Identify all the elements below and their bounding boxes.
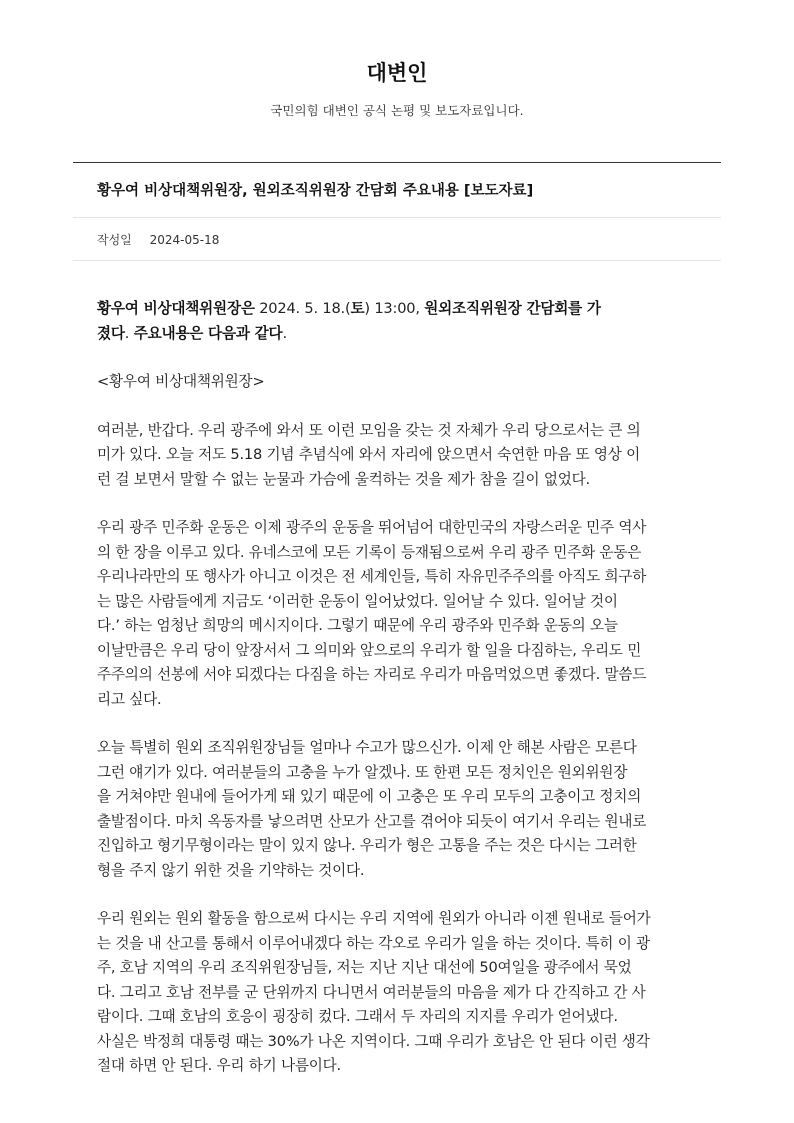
intro-line — [97, 322, 697, 347]
intro-line — [97, 297, 697, 322]
article-title: 황우여 비상대책위원장, 원외조직위원장 간담회 주요내용 [보도자료] — [73, 163, 721, 218]
intro-bold-day: 토 — [350, 300, 365, 317]
article-meta — [73, 218, 721, 261]
paragraph-line: 는 것을 내 산고를 통해서 이루어내겠다 하는 각오로 우리가 일을 하는 것이다. 특히 이 광 — [97, 934, 651, 952]
paragraph-line: 절대 하면 안 된다. 우리 하기 나름이다. — [97, 1057, 341, 1074]
paragraph-line: 진입하고 형기무형이라는 말이 있지 않나. 우리가 형은 고통을 주는 것은 다시는 그러한 — [97, 837, 637, 854]
speech-paragraph — [97, 736, 697, 883]
intro-bold-speaker: 황우여 비상대책위원장은 — [97, 300, 255, 317]
paragraph-line: 는 많은 사람들에게 지금도 ‘이러한 운동이 일어났었다. 일어날 수 있다. 일어날 것이 — [97, 592, 618, 610]
site-header — [0, 0, 794, 120]
article — [73, 162, 721, 1079]
paragraph-line: 우리 광주 민주화 운동은 이제 광주의 운동을 뛰어넘어 대한민국의 자랑스러운 민주 역사 — [97, 519, 647, 536]
article-date: 2024-05-18 — [149, 233, 220, 247]
speech-paragraphs — [97, 419, 697, 1079]
paragraph-line: 우리 원외는 원외 활동을 함으로써 다시는 우리 지역에 원외가 아니라 이젠 원내로 들어가 — [97, 910, 651, 927]
speech-paragraph — [97, 516, 697, 712]
article-header — [73, 162, 721, 261]
date-label: 작성일 — [97, 233, 132, 247]
paragraph-line: 출발점이다. 마치 옥동자를 낳으려면 산모가 산고를 겪어야 되듯이 여기서 우리는 원내로 — [97, 812, 647, 830]
paragraph-line: 이날만큼은 우리 당이 앞장서서 그 의미와 앞으로의 우리가 할 일을 다짐하는, 우리도 민 — [97, 641, 642, 659]
paragraph-line: 우리나라만의 또 행사가 아니고 이것은 전 세계인들, 특히 자유민주주의를 아직도 희구하 — [97, 568, 647, 585]
paragraph-line: 그런 얘기가 있다. 여러분들의 고충을 누가 알겠나. 또 한편 모든 정치인은 원외위원장 — [97, 763, 628, 781]
site-tagline: 국민의힘 대변인 공식 논평 및 보도자료입니다. — [270, 103, 524, 118]
intro-text-time: ) 13:00, — [364, 300, 425, 317]
paragraph-line: 미가 있다. 오늘 저도 5.18 기념 추념식에 와서 자리에 앉으면서 숙연한 마음 또 영상 이 — [97, 446, 641, 463]
paragraph-line: 다. 그리고 호남 전부를 군 단위까지 다니면서 여러분들의 마음을 제가 다 간직하고 간 사 — [97, 983, 646, 1001]
speaker-heading: <황우여 비상대책위원장> — [97, 373, 265, 390]
intro-paragraph — [97, 297, 697, 346]
paragraph-line: 사실은 박정희 대통령 때는 30%가 나온 지역이다. 그때 우리가 호남은 안 된다 이런 생각 — [97, 1032, 650, 1050]
paragraph-line: 다.’ 하는 엄청난 희망의 메시지이다. 그렇기 때문에 우리 광주와 민주화 운동의 오늘 — [97, 617, 618, 634]
paragraph-line: 을 거쳐야만 원내에 들어가게 돼 있기 때문에 이 고충은 또 우리 모두의 고충이고 정치의 — [97, 788, 642, 805]
intro-bold-event-end: 졌다 — [97, 324, 125, 342]
speech-paragraph — [97, 907, 697, 1079]
paragraph-line: 리고 싶다. — [97, 690, 162, 708]
paragraph-line: 오늘 특별히 원외 조직위원장님들 얼마나 수고가 많으신가. 이제 안 해본 사람은 모른다 — [97, 739, 637, 756]
intro-bold-summary: 주요내용은 다음과 같다 — [133, 324, 283, 342]
paragraph-line: 여러분, 반갑다. 우리 광주에 와서 또 이런 모임을 갖는 것 자체가 우리 당으로서는 큰 의 — [97, 421, 641, 439]
site-title[interactable]: 대변인 — [366, 61, 428, 85]
paragraph-line: 람이다. 그때 호남의 호응이 굉장히 컸다. 그래서 두 자리의 지지를 우리가 얻어냈다. — [97, 1008, 618, 1025]
article-body — [73, 261, 721, 1079]
intro-text-period: . — [124, 324, 134, 342]
intro-text-end: . — [282, 324, 287, 342]
speech-paragraph — [97, 419, 697, 493]
intro-bold-event: 원외조직위원장 간담회를 가 — [424, 300, 601, 317]
paragraph-line: 주, 호남 지역의 우리 조직위원장님들, 저는 지난 지난 대선에 50여일을 광주에서 묵었 — [97, 959, 632, 976]
paragraph-line: 런 걸 보면서 말할 수 없는 눈물과 가슴에 울컥하는 것을 제가 참을 길이 없었다. — [97, 470, 590, 488]
paragraph-line: 주주의의 선봉에 서야 되겠다는 다짐을 하는 자리로 우리가 마음먹었으면 좋겠다. 말씀드 — [97, 666, 647, 683]
paragraph-line: 형을 주지 않기 위한 것을 기약하는 것이다. — [97, 861, 365, 879]
intro-text-date: 2024. 5. 18.( — [254, 300, 351, 317]
paragraph-line: 의 한 장을 이루고 있다. 유네스코에 모든 기록이 등재됨으로써 우리 광주 민주화 운동은 — [97, 543, 642, 561]
